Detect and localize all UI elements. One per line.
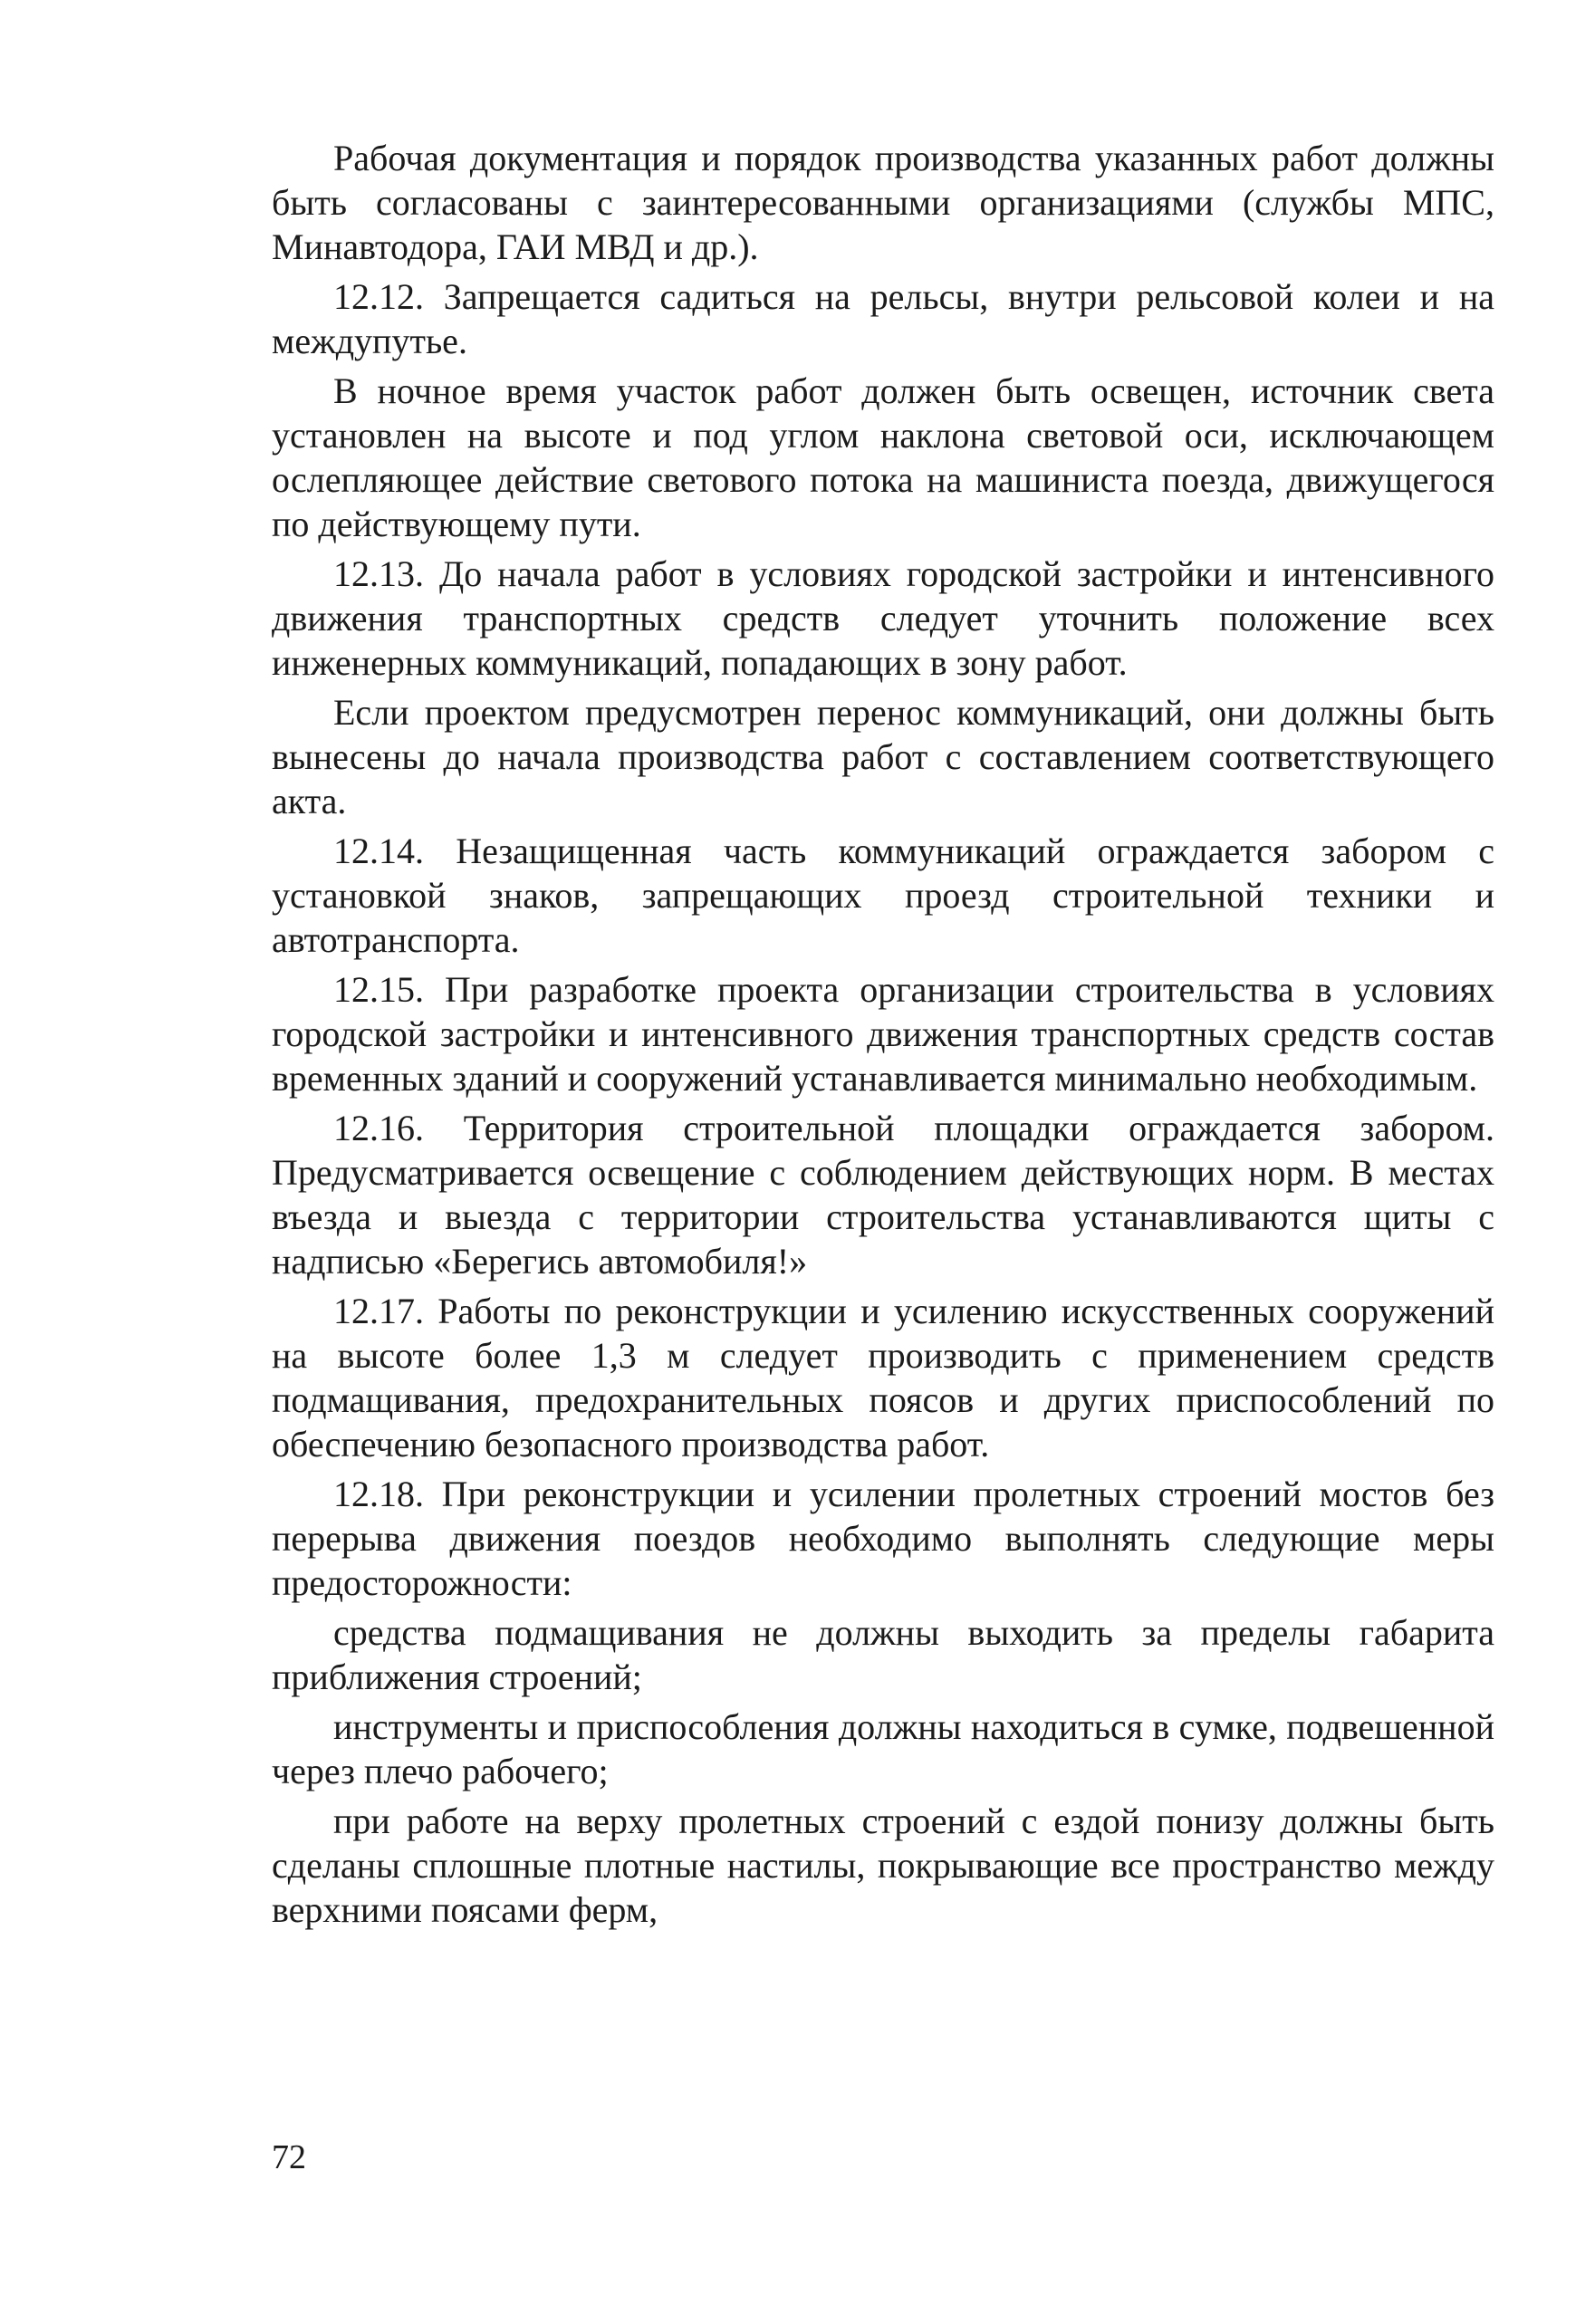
paragraph-12-17: 12.17. Работы по реконструкции и усилению искусственных сооружений на высоте более 1,3 м следует производить с применением средств подмащивания, предохранительных поясов и других приспособлений по обеспечению безопасного производства работ. [272, 1291, 1494, 1465]
list-item-tools: инструменты и приспособления должны находиться в сумке, подвешенной через плечо рабочего; [272, 1706, 1494, 1791]
paragraph-12-15: 12.15. При разработке проекта организации строительства в условиях городской застройки и интенсивного движения транспортных средств состав временных зданий и сооружений устанавливается минимально необходимым. [272, 969, 1494, 1099]
paragraph-intro: Рабочая документация и порядок производства указанных работ должны быть согласованы с заинтересованными организациями (службы МПС, Минавтодора, ГАИ МВД и др.). [272, 138, 1494, 267]
paragraph-night-lighting: В ночное время участок работ должен быть освещен, источник света установлен на высоте и под углом наклона световой оси, исключающем ослепляющее действие светового потока на машиниста поезда, движущегося по действующему пути. [272, 370, 1494, 544]
page-body [272, 136, 1494, 1937]
page-number: 72 [272, 2138, 306, 2176]
paragraph-12-14: 12.14. Незащищенная часть коммуникаций ограждается забором с установкой знаков, запрещающих проезд строительной техники и автотранспорта. [272, 831, 1494, 960]
paragraph-relocation: Если проектом предусмотрен перенос коммуникаций, они должны быть вынесены до начала производства работ с составлением соответствующего акта. [272, 692, 1494, 821]
list-item-decking: при работе на верху пролетных строений с ездой понизу должны быть сделаны сплошные плотные настилы, покрывающие все пространство между верхними поясами ферм, [272, 1801, 1494, 1930]
paragraph-12-18: 12.18. При реконструкции и усилении пролетных строений мостов без перерыва движения поездов необходимо выполнять следующие меры предосторожности: [272, 1474, 1494, 1603]
list-item-scaffolding: средства подмащивания не должны выходить за пределы габарита приближения строений; [272, 1612, 1494, 1697]
paragraph-12-16: 12.16. Территория строительной площадки ограждается забором. Предусматривается освещение с соблюдением действующих норм. В местах въезда и выезда с территории строительства устанавливаются щиты с надписью «Берегись автомобиля!» [272, 1108, 1494, 1282]
paragraph-12-12: 12.12. Запрещается садиться на рельсы, внутри рельсовой колеи и на междупутье. [272, 276, 1494, 361]
paragraph-12-13: 12.13. До начала работ в условиях городской застройки и интенсивного движения транспортных средств следует уточнить положение всех инженерных коммуникаций, попадающих в зону работ. [272, 553, 1494, 683]
